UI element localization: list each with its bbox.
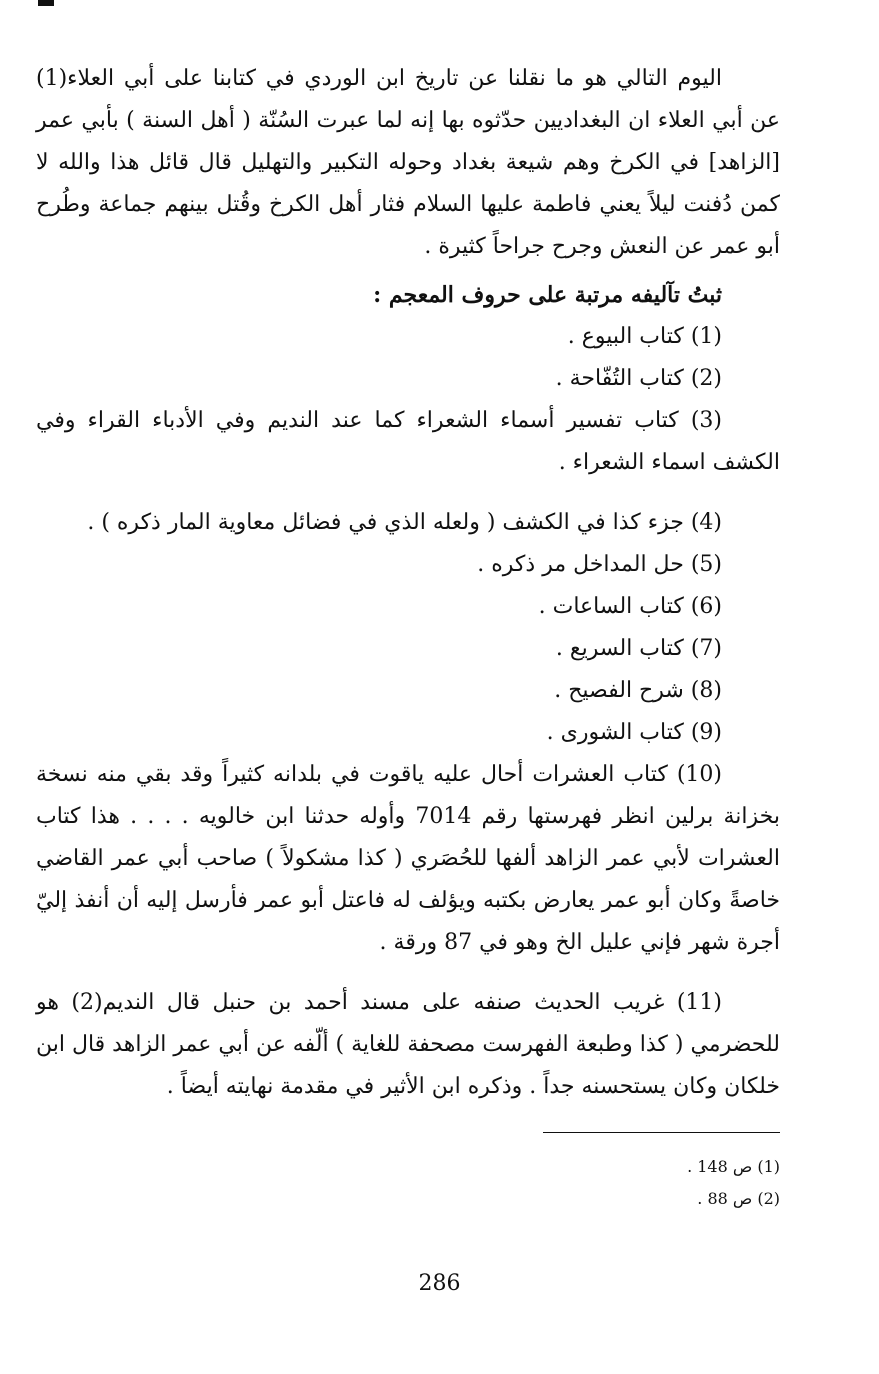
footnote-2: (2) ص 88 . [697,1189,780,1208]
footnote-rule [543,1132,780,1133]
footnote-1: (1) ص 148 . [687,1157,780,1176]
list-item-4: (4) جزء كذا في الكشف ( ولعله الذي في فضائل معاوية المار ذكره ) . [87,510,722,535]
corner-mark [38,0,54,6]
list-item-8: (8) شرح الفصيح . [554,678,722,703]
intro-paragraph: اليوم التالي هو ما نقلنا عن تاريخ ابن الوردي في كتابنا على أبي العلاء(1) عن أبي العلاء ان البغداديين حدّثوه بها إنه لما عبرت السُنّة ( أهل السنة ) بأبي عمر [الزاهد] في الكرخ وهم شيعة بغداد وحوله التكبير والتهليل قال قائل هذا والله لا كمن دُفنت ليلاً يعني فاطمة عليها السلام فثار أهل الكرخ وقُتل بينهم جماعة وطُرح أبو عمر عن النعش وجرح جراحاً كثيرة . [36,66,780,259]
list-item-5: (5) حل المداخل مر ذكره . [477,552,722,577]
spacer [36,964,780,982]
page-number: 286 [418,1271,461,1296]
list-item-10: (10) كتاب العشرات أحال عليه ياقوت في بلدانه كثيراً وقد بقي منه نسخة بخزانة برلين انظر فهرستها رقم 7014 وأوله حدثنا ابن خالويه . . . . هذا كتاب العشرات لأبي عمر الزاهد ألفها للحُصَري ( كذا مشكولاً ) صاحب أبي عمر القاضي خاصةً وكان أبو عمر يعارض بكتبه ويؤلف له فاعتل أبو عمر فأرسل إليه أن أنفذ إليّ أجرة شهر فإني عليل الخ وهو في 87 ورقة . [36,762,780,955]
list-item-9: (9) كتاب الشورى . [546,720,722,745]
list-item-6: (6) كتاب الساعات . [538,594,722,619]
list-item-2: (2) كتاب التُفّاحة . [555,366,722,391]
page-body [36,58,780,1108]
section-title: ثبتُ تآليفه مرتبة على حروف المعجم : [373,282,722,308]
spacer [36,484,780,502]
list-item-7: (7) كتاب السريع . [555,636,722,661]
list-item-1: (1) كتاب البيوع . [567,324,722,349]
list-item-11: (11) غريب الحديث صنفه على مسند أحمد بن حنبل قال النديم(2) هو للحضرمي ( كذا وطبعة الفهرست مصحفة للغاية ) ألّفه عن أبي عمر الزاهد قال ابن خلكان وكان يستحسنه جداً . وذكره ابن الأثير في مقدمة نهايته أيضاً . [36,990,780,1099]
list-item-3: (3) كتاب تفسير أسماء الشعراء كما عند النديم وفي الأدباء القراء وفي الكشف اسماء الشعراء . [36,408,780,475]
